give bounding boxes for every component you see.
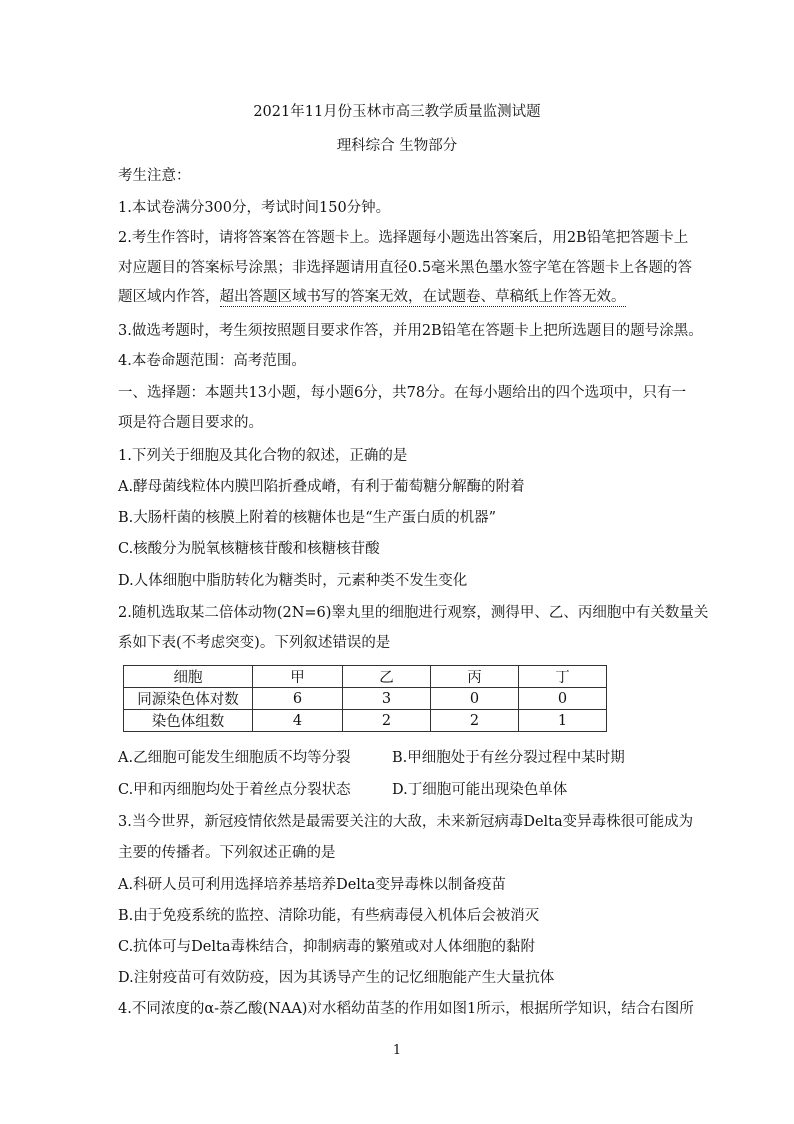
table-cell: 0 bbox=[431, 688, 519, 710]
q2-stem-line2: 系如下表(不考虑突变)。下列叙述错误的是 bbox=[118, 635, 391, 651]
q3-option-b: B.由于免疫系统的监控、清除功能，有些病毒侵入机体后会被消灭 bbox=[118, 908, 540, 924]
q2-option-c: C.甲和丙细胞均处于着丝点分裂状态 bbox=[118, 782, 351, 798]
notice-item-2-line2: 对应题目的答案标号涂黑；非选择题请用直径0.5毫米黑色墨水签字笔在答题卡上各题的答 bbox=[118, 260, 693, 276]
table-header-row bbox=[124, 666, 607, 688]
page-subtitle: 理科综合 生物部分 bbox=[336, 138, 458, 154]
notice-item-2-line1: 2.考生作答时，请将答案答在答题卡上。选择题每小题选出答案后，用2B铅笔把答题卡上 bbox=[118, 230, 689, 246]
table-header-cell: 甲 bbox=[253, 666, 343, 688]
q4-stem-line1: 4.不同浓度的α-萘乙酸(NAA)对水稻幼苗茎的作用如图1所示，根据所学知识，结合右图所 bbox=[118, 1001, 694, 1017]
notice-item-1: 1.本试卷满分300分，考试时间150分钟。 bbox=[118, 200, 391, 216]
table-cell: 同源染色体对数 bbox=[124, 688, 253, 710]
q3-option-a: A.科研人员可利用选择培养基培养Delta变异毒株以制备疫苗 bbox=[118, 877, 506, 893]
table-cell: 4 bbox=[253, 710, 343, 732]
q2-option-a: A.乙细胞可能发生细胞质不均等分裂 bbox=[118, 750, 351, 766]
table-cell: 1 bbox=[519, 710, 607, 732]
notice-item-4: 4.本卷命题范围：高考范围。 bbox=[118, 353, 306, 369]
table-header-cell: 乙 bbox=[343, 666, 431, 688]
table-cell: 3 bbox=[343, 688, 431, 710]
section-heading-line2: 项是符合题目要求的。 bbox=[118, 415, 263, 431]
q1-option-a: A.酵母菌线粒体内膜凹陷折叠成嵴，有利于葡萄糖分解酶的附着 bbox=[118, 479, 525, 495]
table-header-cell: 细胞 bbox=[124, 666, 253, 688]
q2-option-d: D.丁细胞可能出现染色单体 bbox=[392, 782, 568, 798]
notice-item-2-line3 bbox=[118, 287, 626, 307]
table-cell: 染色体组数 bbox=[124, 710, 253, 732]
q1-stem: 1.下列关于细胞及其化合物的叙述，正确的是 bbox=[118, 448, 408, 464]
table-row bbox=[124, 688, 607, 710]
q1-option-d: D.人体细胞中脂肪转化为糖类时，元素种类不发生变化 bbox=[118, 573, 468, 589]
table-cell: 6 bbox=[253, 688, 343, 710]
notice-item-2-line3-plain: 题区域内作答， bbox=[118, 289, 220, 305]
table-row bbox=[124, 710, 607, 732]
table-header-cell: 丁 bbox=[519, 666, 607, 688]
table-cell: 2 bbox=[343, 710, 431, 732]
section-heading-line1: 一、选择题：本题共13小题，每小题6分，共78分。在每小题给出的四个选项中，只有一 bbox=[118, 385, 687, 401]
q2-table bbox=[123, 665, 607, 732]
q1-option-c: C.核酸分为脱氧核糖核苷酸和核糖核苷酸 bbox=[118, 541, 380, 557]
table-cell: 0 bbox=[519, 688, 607, 710]
notice-item-2-emphasis: 超出答题区域书写的答案无效，在试题卷、草稿纸上作答无效。 bbox=[219, 289, 626, 305]
notice-item-3: 3.做选考题时，考生须按照题目要求作答，并用2B铅笔在答题卡上把所选题目的题号涂黑。 bbox=[118, 323, 703, 339]
page-number: 1 bbox=[392, 1043, 402, 1058]
q2-option-b: B.甲细胞处于有丝分裂过程中某时期 bbox=[392, 750, 625, 766]
page-title: 2021年11月份玉林市高三教学质量监测试题 bbox=[253, 104, 541, 120]
table-header-cell: 丙 bbox=[431, 666, 519, 688]
q3-option-d: D.注射疫苗可有效防疫，因为其诱导产生的记忆细胞能产生大量抗体 bbox=[118, 970, 555, 986]
q3-stem-line1: 3.当今世界，新冠疫情依然是最需要关注的大敌，未来新冠病毒Delta变异毒株很可能成为 bbox=[118, 814, 694, 830]
q1-option-b: B.大肠杆菌的核膜上附着的核糖体也是“生产蛋白质的机器” bbox=[118, 510, 497, 526]
q3-option-c: C.抗体可与Delta毒株结合，抑制病毒的繁殖或对人体细胞的黏附 bbox=[118, 939, 536, 955]
table-cell: 2 bbox=[431, 710, 519, 732]
notice-heading: 考生注意： bbox=[118, 168, 191, 184]
q3-stem-line2: 主要的传播者。下列叙述正确的是 bbox=[118, 845, 336, 861]
q2-stem-line1: 2.随机选取某二倍体动物(2N=6)睾丸里的细胞进行观察，测得甲、乙、丙细胞中有关数量关 bbox=[118, 605, 709, 621]
